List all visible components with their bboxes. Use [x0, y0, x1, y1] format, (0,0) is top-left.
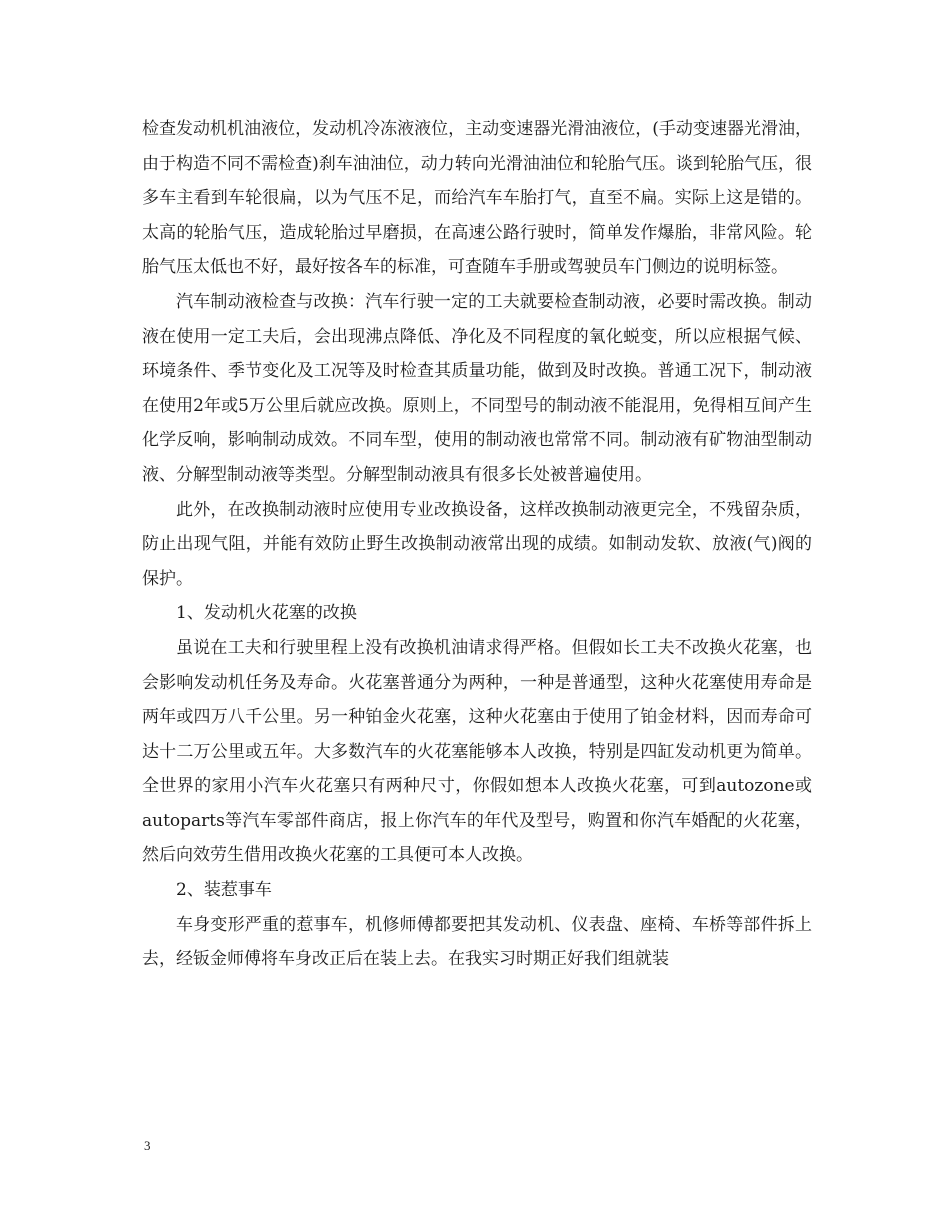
- page-number: 3: [144, 1138, 151, 1153]
- heading-spark-plug: 1、发动机火花塞的改换: [176, 603, 357, 624]
- paragraph-spark-plug: 虽说在工夫和行驶里程上没有改换机油请求得严格。但假如长工夫不改换火花塞，也会影响发动机任务及寿命。火花塞普通分为两种，一种是普通型，这种火花塞使用寿命是两年或四万八千公里。另一种铂金火花塞，这种火花塞由于使用了铂金材料，因而寿命可达十二万公里或五年。大多数汽车的火花塞能够本人改换，特别是四缸发动机更为简单。全世界的家用小汽车火花塞只有两种尺寸，你假如想本人改换火花塞，可到autozone或autoparts等汽车零部件商店，报上你汽车的年代及型号，购置和你汽车婚配的火花塞，然后向效劳生借用改换火花塞的工具便可本人改换。: [142, 637, 812, 866]
- paragraph-fluid-levels: 检查发动机机油液位，发动机冷冻液液位，主动变速器光滑油液位，(手动变速器光滑油，由于构造不同不需检查)刹车油油位，动力转向光滑油油位和轮胎气压。谈到轮胎气压，很多车主看到车轮很扁，以为气压不足，而给汽车车胎打气，直至不扁。实际上这是错的。太高的轮胎气压，造成轮胎过早磨损，在高速公路行驶时，简单发作爆胎，非常风险。轮胎气压太低也不好，最好按各车的标准，可查随车手册或驾驶员车门侧边的说明标签。: [142, 119, 812, 278]
- heading-accident-car: 2、装惹事车: [176, 880, 272, 901]
- paragraph-brake-fluid: 汽车制动液检查与改换：汽车行驶一定的工夫就要检查制动液，必要时需改换。制动液在使用一定工夫后，会出现沸点降低、净化及不同程度的氧化蜕变，所以应根据气候、环境条件、季节变化及工况等及时检查其质量功能，做到及时改换。普通工况下，制动液在使用2年或5万公里后就应改换。原则上，不同型号的制动液不能混用，免得相互间产生化学反响，影响制动成效。不同车型，使用的制动液也常常不同。制动液有矿物油型制动液、分解型制动液等类型。分解型制动液具有很多长处被普遍使用。: [142, 291, 812, 485]
- paragraph-replacement-equipment: 此外，在改换制动液时应使用专业改换设备，这样改换制动液更完全，不残留杂质，防止出现气阻，并能有效防止野生改换制动液常出现的成绩。如制动发软、放液(气)阀的保护。: [142, 499, 812, 589]
- paragraph-accident-car: 车身变形严重的惹事车，机修师傅都要把其发动机、仪表盘、座椅、车桥等部件拆上去，经钣金师傅将车身改正后在装上去。在我实习时期正好我们组就装: [142, 914, 812, 970]
- document-body: [142, 112, 812, 977]
